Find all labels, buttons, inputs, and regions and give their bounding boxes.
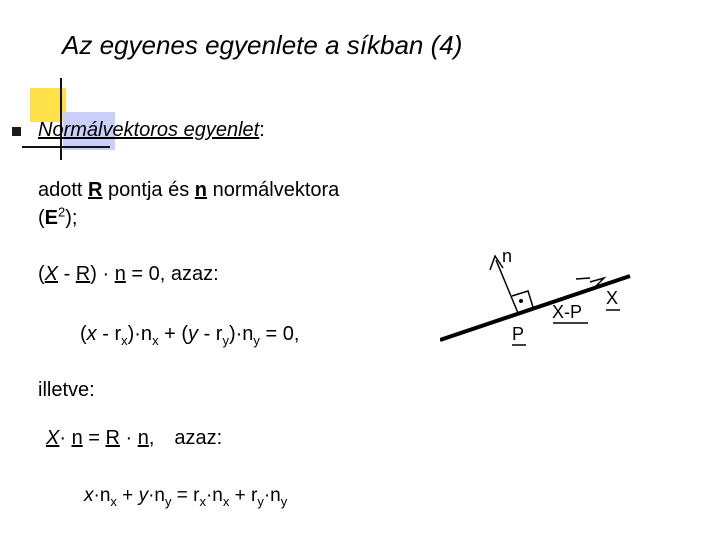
eq-y: y xyxy=(188,323,199,345)
label-n: n xyxy=(502,246,513,266)
illetve-text: illetve: xyxy=(38,379,95,401)
equation-1 xyxy=(38,262,219,286)
eq-text: · xyxy=(59,427,72,449)
normal-vector-n xyxy=(496,260,518,313)
heading-colon: : xyxy=(259,119,265,141)
eq-text: - r xyxy=(96,323,122,345)
eq-sub: x xyxy=(222,493,230,509)
eq-text: ·n xyxy=(148,485,165,506)
eq-text: + ( xyxy=(158,323,189,345)
eq-X: X xyxy=(44,263,59,285)
heading-label: Normálvektoros egyenlet xyxy=(38,119,260,141)
eq-y: y xyxy=(138,485,149,506)
bullet-square-icon xyxy=(12,127,21,136)
equation-2 xyxy=(80,322,299,346)
eq-sub: y xyxy=(257,493,264,509)
eq-text: + r xyxy=(229,485,258,506)
equation-3 xyxy=(46,426,222,450)
intro-E: E xyxy=(44,207,59,229)
intro-text: pontja és xyxy=(102,179,195,201)
eq-text: = 0, azaz: xyxy=(125,263,219,285)
eq-text: ) · xyxy=(90,263,115,285)
eq-text: ( xyxy=(80,323,87,345)
eq-sub: y xyxy=(164,493,172,509)
intro-text: adott xyxy=(38,179,89,201)
eq-text: · xyxy=(119,427,138,449)
decor-horizontal-line xyxy=(22,146,110,148)
eq-text: ( xyxy=(38,263,45,285)
eq-text: ·n xyxy=(93,485,111,506)
eq-sub: y xyxy=(222,333,229,348)
intro-text: ( xyxy=(38,207,45,229)
eq-sub: y xyxy=(253,333,260,348)
eq-X: X xyxy=(46,427,60,449)
eq-text: - r xyxy=(198,323,223,345)
intro-line-2 xyxy=(38,206,77,230)
label-x: X xyxy=(606,288,619,308)
equation-4 xyxy=(84,484,287,508)
intro-n: n xyxy=(194,179,208,201)
eq-sub: x xyxy=(121,333,128,348)
eq-text: , xyxy=(148,427,155,449)
eq-x: x xyxy=(84,485,94,506)
eq-text: = r xyxy=(171,485,200,506)
xp-arrow-overline xyxy=(576,278,590,279)
eq-n: n xyxy=(71,427,83,449)
eq-R: R xyxy=(75,263,91,285)
intro-text: normálvektora xyxy=(207,179,340,201)
eq-text: + xyxy=(116,485,139,506)
eq-text: = 0, xyxy=(259,323,300,345)
intro-E-sup: 2 xyxy=(58,204,66,220)
eq-text: - xyxy=(58,263,76,285)
eq-n: n xyxy=(114,263,126,285)
eq-text: ·n xyxy=(205,485,223,506)
eq-sub: x xyxy=(110,493,117,509)
intro-R: R xyxy=(88,179,103,201)
right-angle-dot xyxy=(519,299,523,303)
normal-vector-diagram xyxy=(440,240,640,360)
eq-sub: y xyxy=(280,493,288,509)
slide-title: Az egyenes egyenlete a síkban (4) xyxy=(62,30,463,60)
eq-sub: x xyxy=(152,333,159,348)
eq-n: n xyxy=(137,427,149,449)
eq-text: )·n xyxy=(228,323,254,345)
eq-azaz: azaz: xyxy=(174,427,223,449)
line-l xyxy=(440,276,630,340)
label-p: P xyxy=(512,324,525,344)
eq-sub: x xyxy=(199,493,206,509)
eq-x: x xyxy=(86,323,97,345)
eq-text: = xyxy=(82,427,106,449)
intro-line-1 xyxy=(38,178,339,202)
intro-text: ); xyxy=(65,207,78,229)
eq-text: ·n xyxy=(263,485,281,506)
label-x-minus-p: X-P xyxy=(552,302,583,322)
eq-text: )·n xyxy=(127,323,153,345)
heading-line xyxy=(38,118,265,142)
eq-R: R xyxy=(105,427,120,449)
